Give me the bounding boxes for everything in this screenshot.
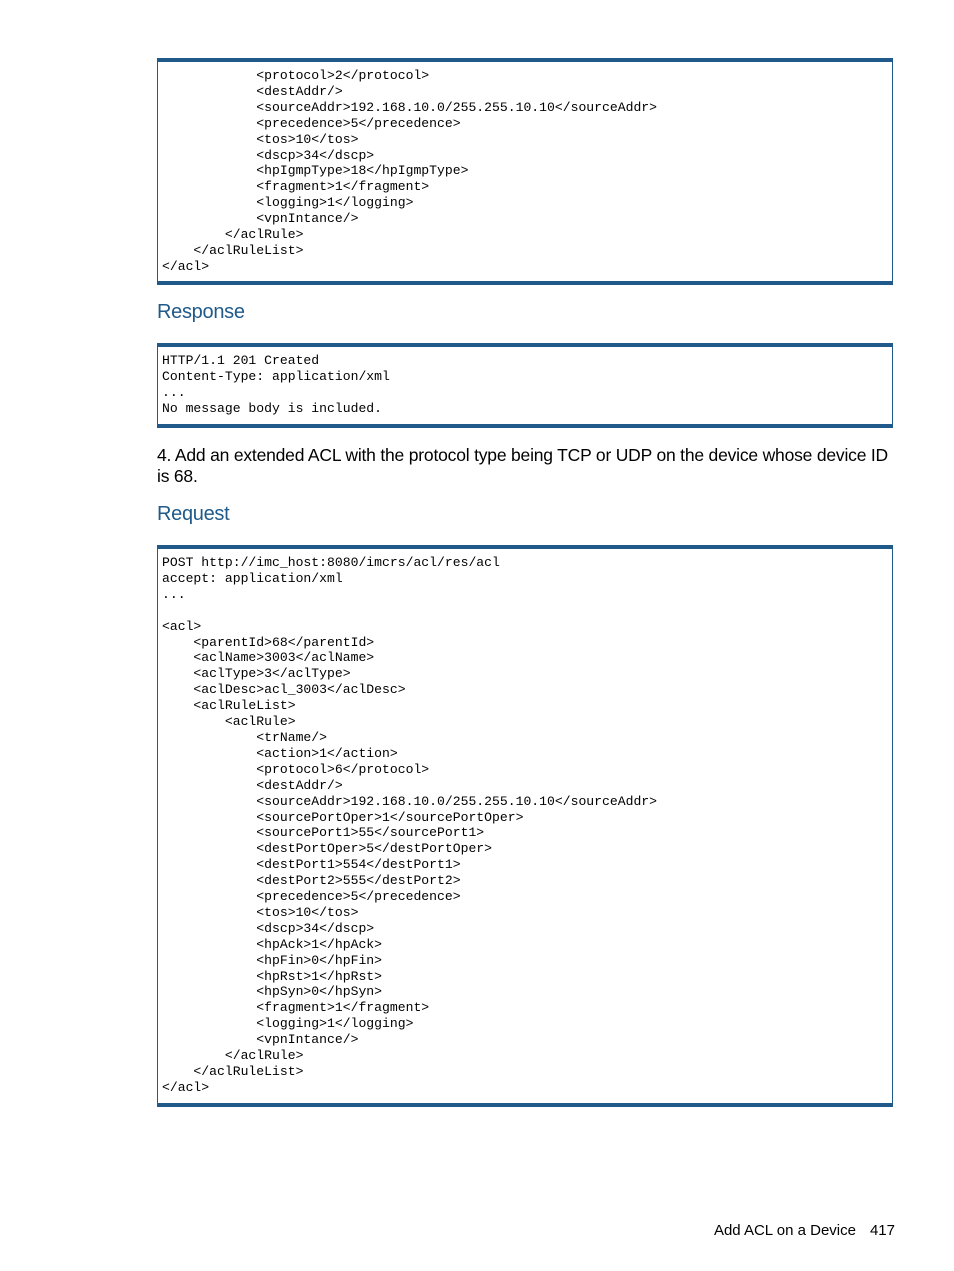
response-heading: Response	[157, 301, 245, 323]
step-4-instruction: 4. Add an extended ACL with the protocol type being TCP or UDP on the device whose device ID is 68.	[157, 445, 888, 486]
code-text: <protocol>2</protocol> <destAddr/> <sourceAddr>192.168.10.0/255.255.10.10</sourceAddr> <precedence>5</precedence> <tos>10</tos> <dscp>34</dscp> <hpIgmpType>18</hpIgmpType> <fragment>1</fragment> <logging>1</logging> <vpnIntance/> </aclRule> </aclRuleList> </acl>	[162, 68, 658, 274]
page-number: 417	[869, 1222, 895, 1239]
page-footer	[714, 1222, 895, 1239]
code-text: HTTP/1.1 201 Created Content-Type: application/xml ... No message body is included.	[162, 353, 390, 416]
code-block-acl-continuation	[157, 58, 893, 285]
footer-section-title: Add ACL on a Device	[713, 1222, 856, 1239]
code-block-response	[157, 343, 893, 428]
request-heading: Request	[157, 503, 230, 525]
code-text: POST http://imc_host:8080/imcrs/acl/res/acl accept: application/xml ... <acl> <parentId>68</parentId> <aclName>3003</aclName> <aclType>3</aclType> <aclDesc>acl_3003</aclDesc> <aclRuleList> <aclRule> <trName/> <action>1</action> <protocol>6</protocol> <destAddr/> <sourceAddr>192.168.10.0/255.255.10.10</sourceAddr> <sourcePortOper>1</sourcePortOper> <sourcePort1>55</sourcePort1> <destPortOper>5</destPortOper> <destPort1>554</destPort1> <destPort2>555</destPort2> <precedence>5</precedence> <tos>10</tos> <dscp>34</dscp> <hpAck>1</hpAck> <hpFin>0</hpFin> <hpRst>1</hpRst> <hpSyn>0</hpSyn> <fragment>1</fragment> <logging>1</logging> <vpnIntance/> </aclRule> </aclRuleList> </acl>	[162, 555, 658, 1095]
code-block-request	[157, 545, 893, 1107]
